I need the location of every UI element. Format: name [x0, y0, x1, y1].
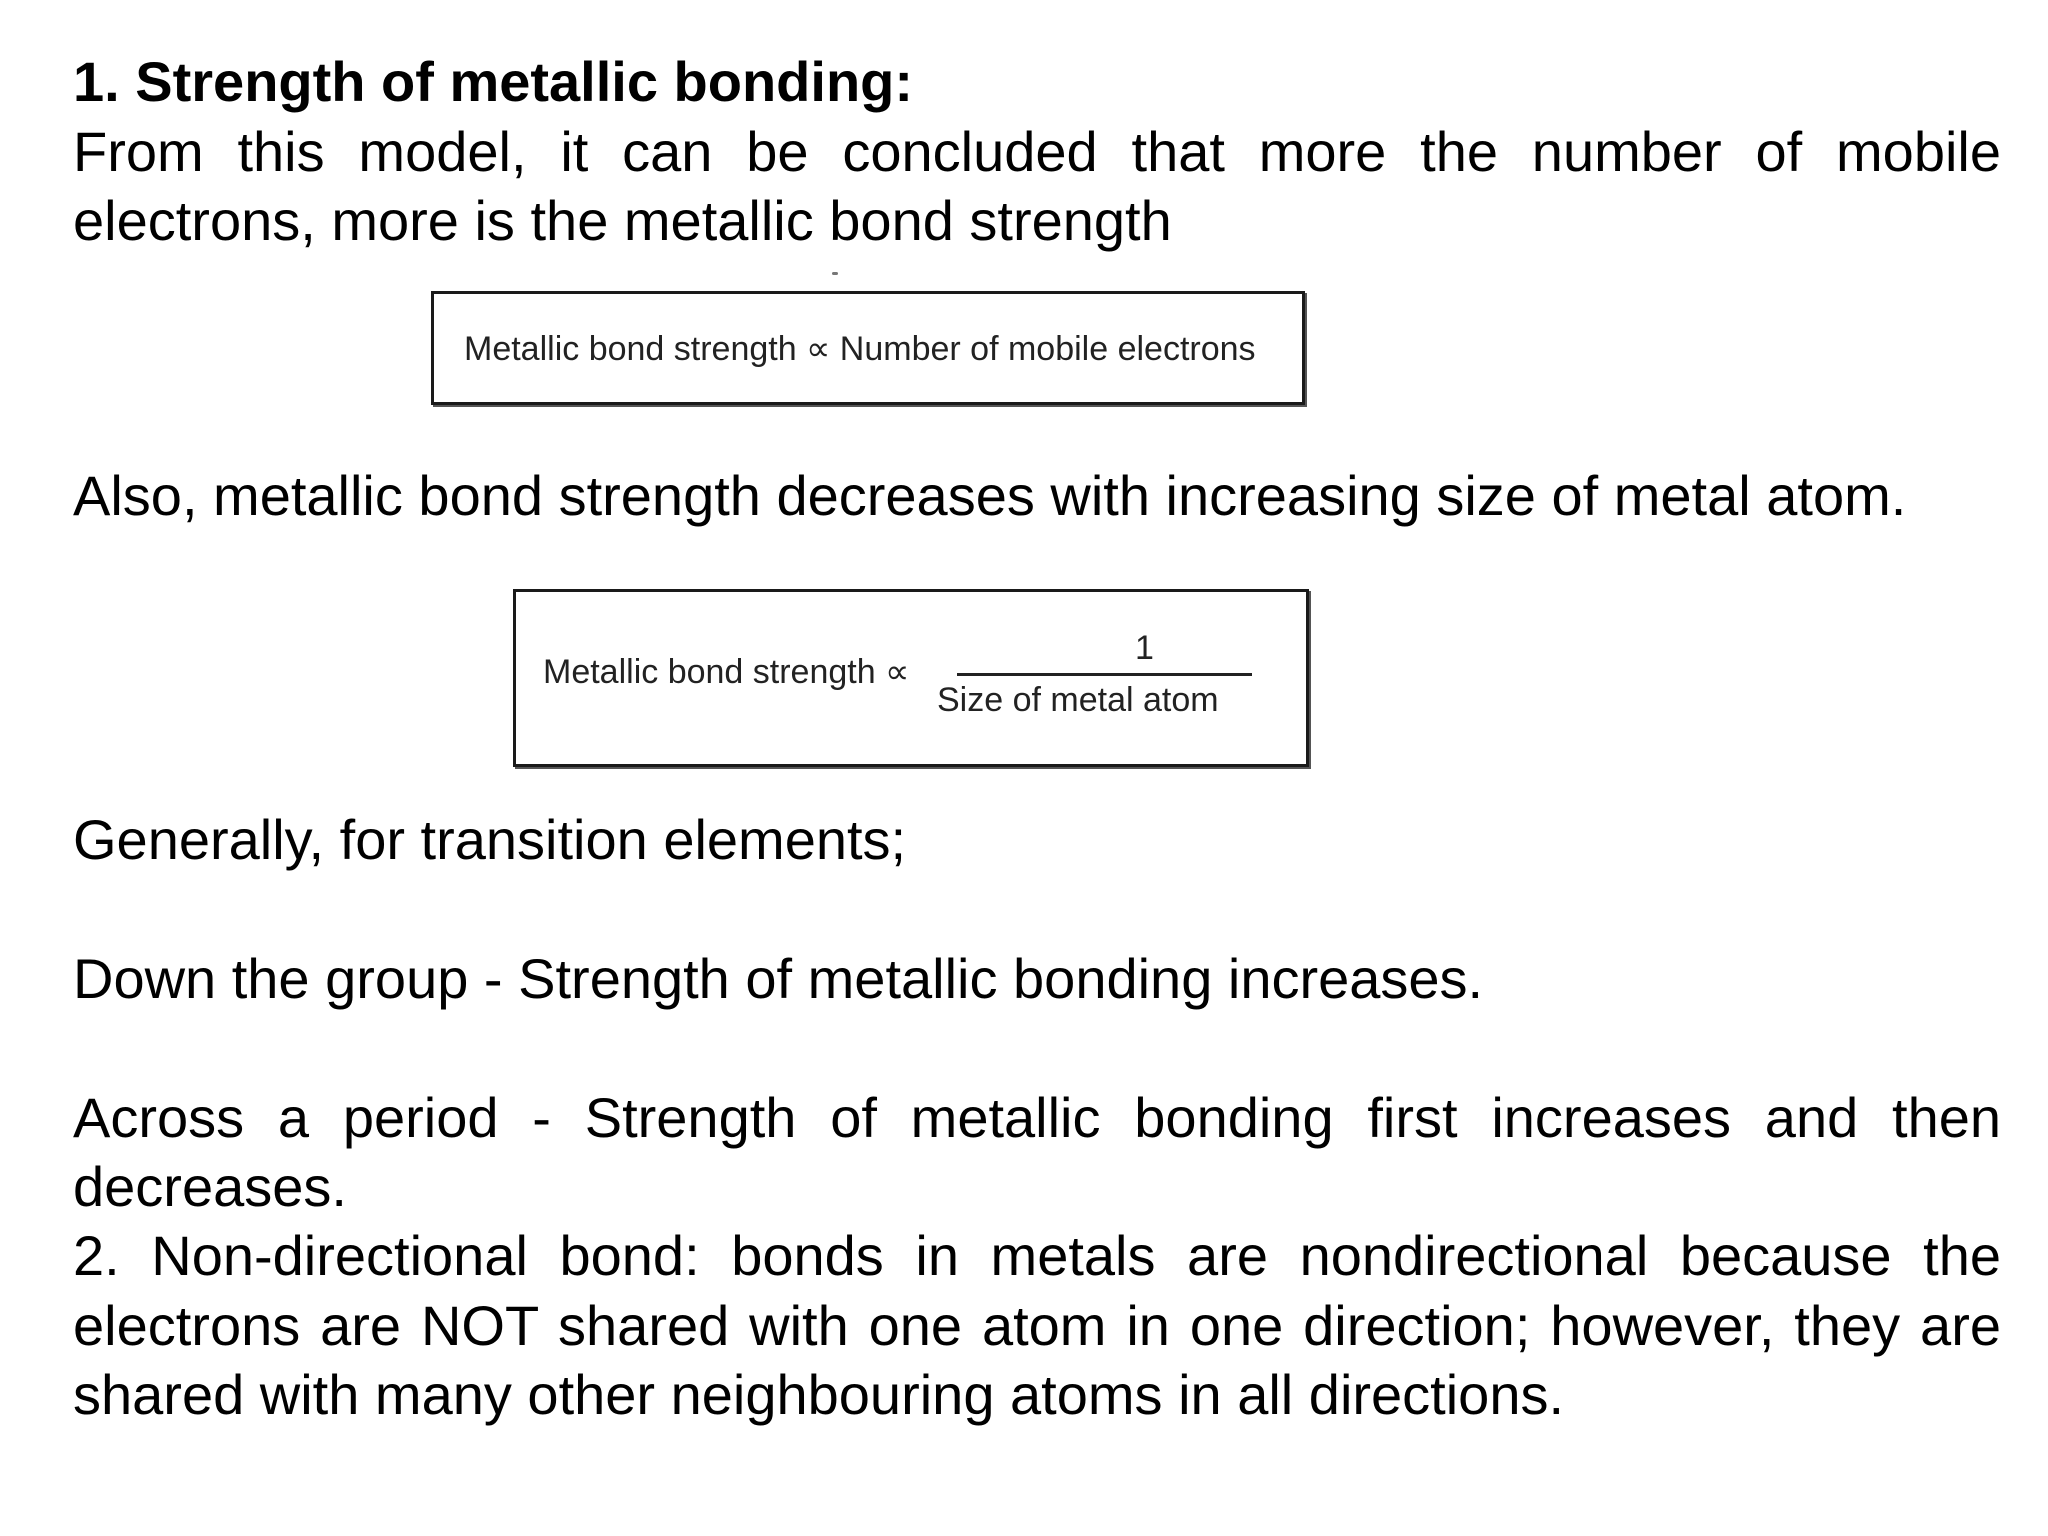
- section-heading-strength: 1. Strength of metallic bonding:: [73, 50, 913, 113]
- fraction-denominator: Size of metal atom: [937, 681, 1219, 719]
- fraction: [937, 628, 1252, 720]
- paragraph-across-period-line-2: decreases.: [73, 1155, 347, 1218]
- section-nondirectional-line-2: electrons are NOT shared with one atom in one direction; however, they are: [73, 1294, 2001, 1357]
- document-page: [73, 0, 2001, 1536]
- fraction-numerator: 1: [1135, 629, 1154, 667]
- paragraph-size-decrease: Also, metallic bond strength decreases with increasing size of metal atom.: [73, 464, 1907, 527]
- fraction-bar: [957, 673, 1252, 676]
- paragraph-across-period-line-1: Across a period - Strength of metallic bonding first increases and then: [73, 1086, 2001, 1149]
- formula-box-mobile-electrons: [431, 291, 1305, 405]
- section-nondirectional-line-1: 2. Non-directional bond: bonds in metals are nondirectional because the: [73, 1224, 2001, 1287]
- formula-box-atom-size: [513, 589, 1309, 767]
- formula-text: Metallic bond strength ∝ Number of mobile electrons: [464, 330, 1256, 368]
- section-nondirectional-line-3: shared with many other neighbouring atoms in all directions.: [73, 1363, 1565, 1426]
- paragraph-down-group: Down the group - Strength of metallic bonding increases.: [73, 947, 1484, 1010]
- paragraph-transition-elements: Generally, for transition elements;: [73, 808, 907, 871]
- paragraph-model-line-2: electrons, more is the metallic bond strength: [73, 189, 1172, 252]
- scan-artifact-mark: [832, 272, 838, 275]
- formula-lhs: Metallic bond strength ∝: [543, 653, 910, 691]
- paragraph-model-line-1: From this model, it can be concluded that more the number of mobile: [73, 120, 2001, 183]
